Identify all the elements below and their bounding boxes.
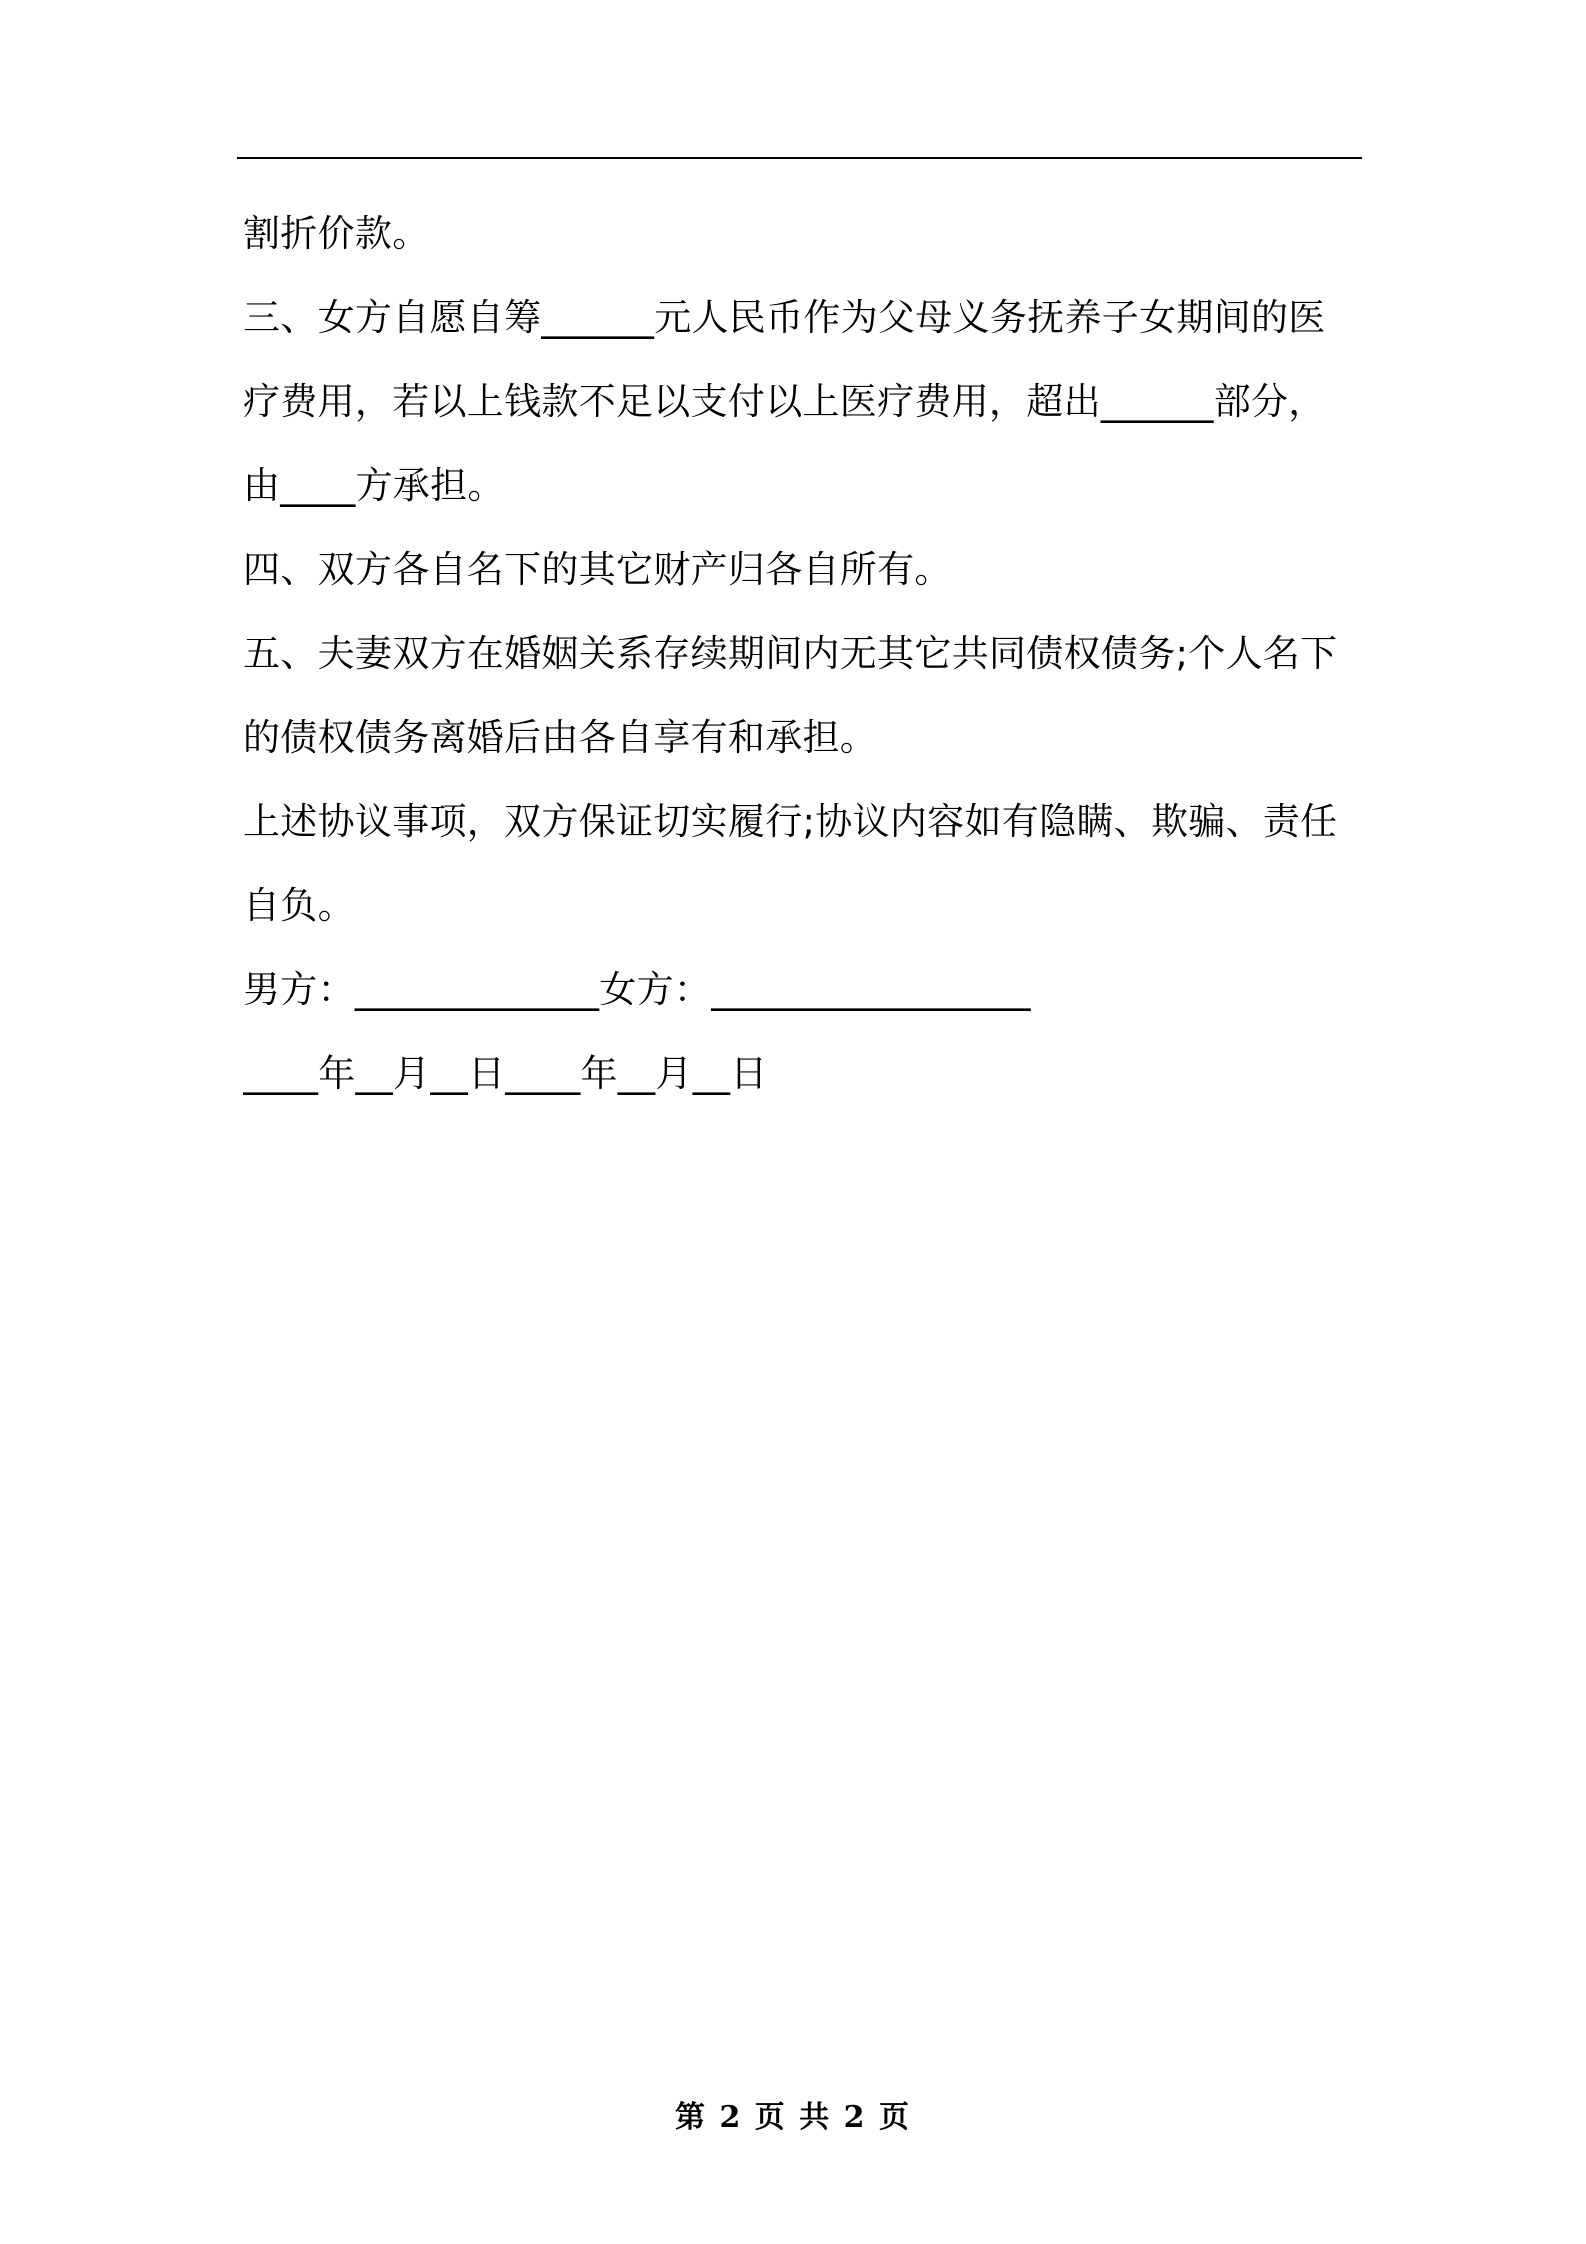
header-rule	[237, 157, 1362, 159]
clause-three-line-1: 三、女方自愿自筹______元人民币作为父母义务抚养子女期间的医	[243, 296, 1326, 339]
clause-five-line-2: 的债权债务离婚后由各自享有和承担。	[243, 716, 878, 759]
clause-three-line-3: 由____方承担。	[243, 464, 505, 507]
agreement-statement-line-2: 自负。	[243, 884, 355, 927]
document-body	[243, 192, 1363, 1116]
clause-five-line-1: 五、夫妻双方在婚姻关系存续期间内无其它共同债权债务;个人名下	[243, 632, 1338, 675]
clause-four: 四、双方各自名下的其它财产归各自所有。	[243, 548, 952, 591]
text-line-price-cut: 割折价款。	[243, 212, 430, 255]
page-indicator: 第 2 页 共 2 页	[675, 2100, 911, 2135]
signature-line: 男方：_____________女方：_________________	[243, 968, 1031, 1011]
date-line: ____年__月__日____年__月__日	[243, 1052, 768, 1095]
agreement-statement-line-1: 上述协议事项，双方保证切实履行;协议内容如有隐瞒、欺骗、责任	[243, 800, 1338, 843]
clause-three-line-2: 疗费用，若以上钱款不足以支付以上医疗费用，超出______部分，	[243, 380, 1326, 423]
